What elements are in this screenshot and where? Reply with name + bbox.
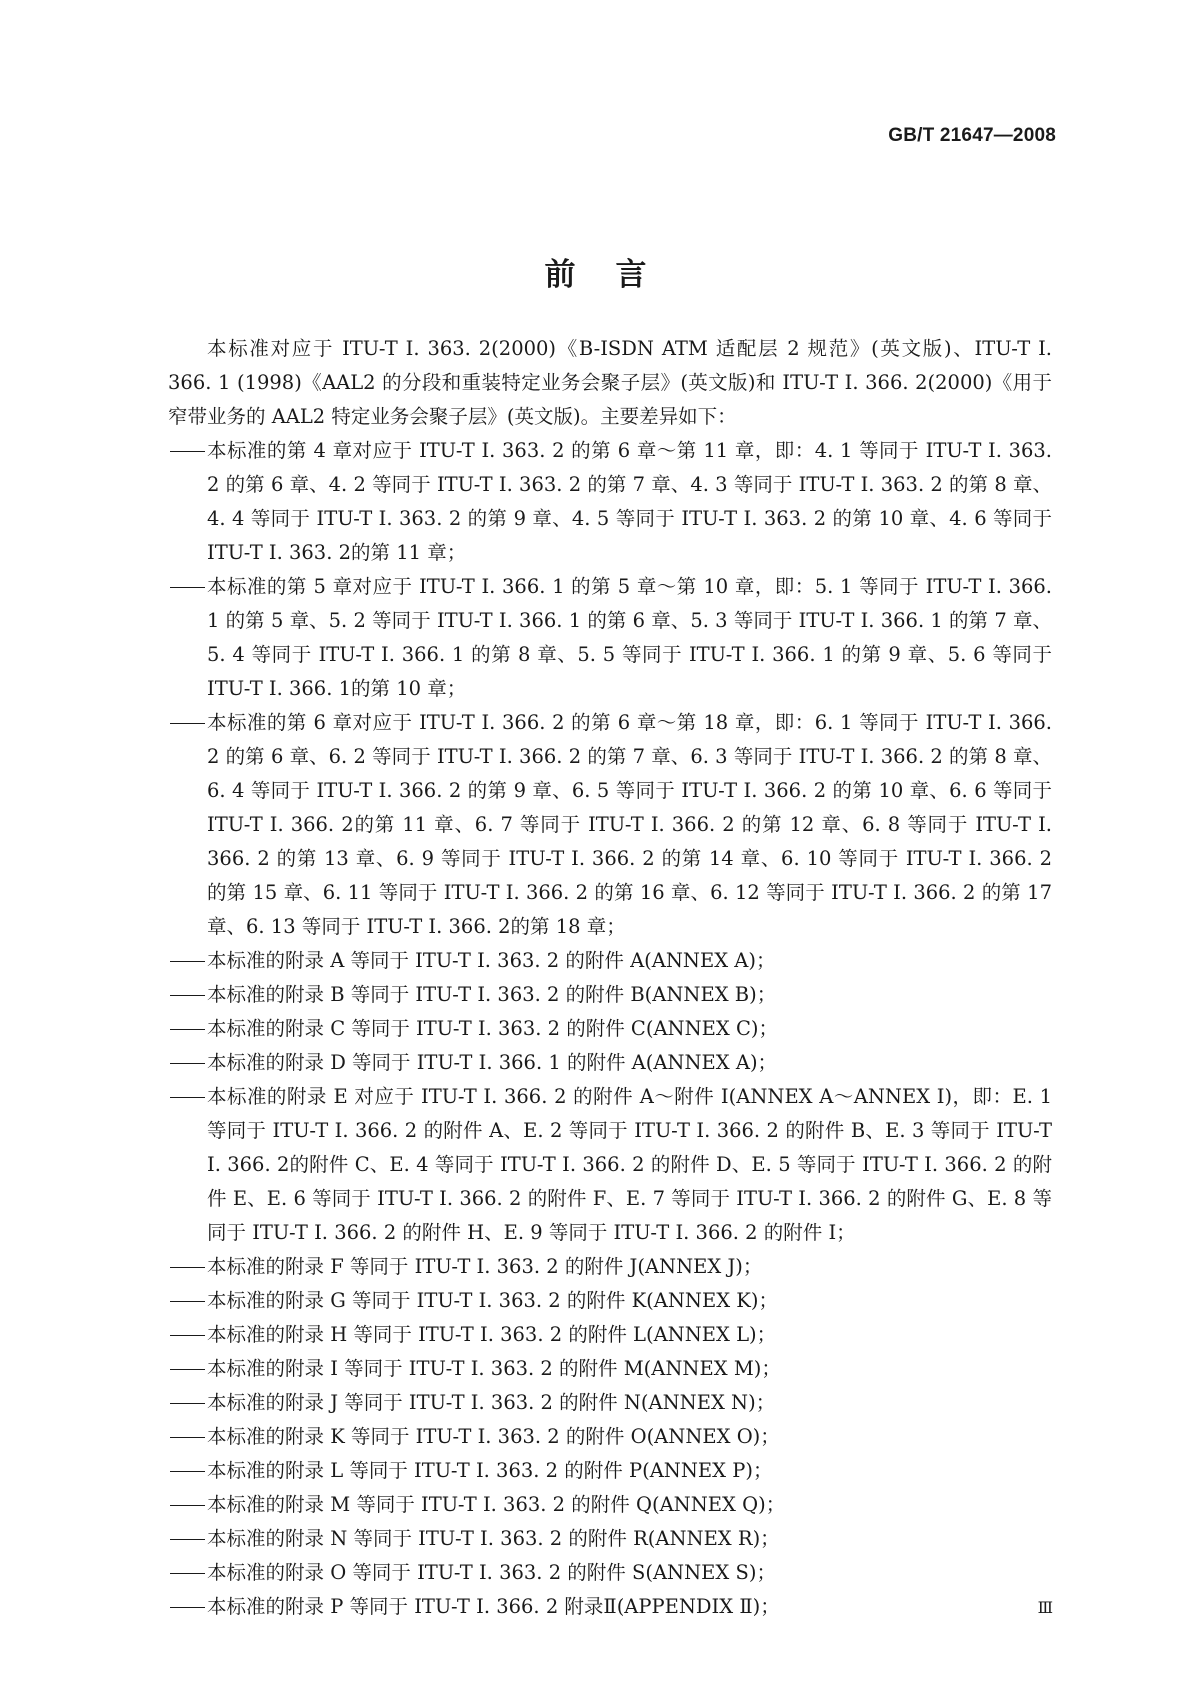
list-item-text: 本标准的第 5 章对应于 ITU-T I. 366. 1 的第 5 章～第 10 章，即：5. 1 等同于 ITU-T I. 366. 1 的第 5 章、5. 2 等同于 ITU-T I. 366. 1 的第 6 章、5. 3 等同于 ITU-T I. 366. 1 的第 7 章、5. 4 等同于 ITU-T I. 366. 1 的第 8 章、5. 5 等同于 ITU-T I. 366. 1 的第 9 章、5. 6 等同于 ITU-T I. 366. 1的第 10 章；: [207, 575, 1052, 700]
list-item: [168, 1352, 1052, 1386]
list-item: [168, 944, 1052, 978]
list-item: [168, 1454, 1052, 1488]
list-item: [168, 1488, 1052, 1522]
list-item-text: 本标准的附录 G 等同于 ITU-T I. 363. 2 的附件 K(ANNEX K)；: [207, 1289, 778, 1312]
intro-paragraph: 本标准对应于 ITU-T I. 363. 2(2000)《B-ISDN ATM 适配层 2 规范》(英文版)、ITU-T I. 366. 1 (1998)《AAL2 的分段和重装特定业务会聚子层》(英文版)和 ITU-T I. 366. 2(2000)《用于窄带业务的 AAL2 特定业务会聚子层》(英文版)。主要差异如下：: [168, 337, 1052, 428]
list-item-text: 本标准的附录 E 对应于 ITU-T I. 366. 2 的附件 A～附件 I(ANNEX A～ANNEX I)，即：E. 1 等同于 ITU-T I. 366. 2 的附件 A、E. 2 等同于 ITU-T I. 366. 2 的附件 B、E. 3 等同于 ITU-T I. 366. 2的附件 C、E. 4 等同于 ITU-T I. 366. 2 的附件 D、E. 5 等同于 ITU-T I. 366. 2 的附件 E、E. 6 等同于 ITU-T I. 366. 2 的附件 F、E. 7 等同于 ITU-T I. 366. 2 的附件 G、E. 8 等同于 ITU-T I. 366. 2 的附件 H、E. 9 等同于 ITU-T I. 366. 2 的附件 I；: [207, 1085, 1052, 1244]
list-item: [168, 1046, 1052, 1080]
list-item: [168, 1386, 1052, 1420]
list-item-text: 本标准的附录 A 等同于 ITU-T I. 363. 2 的附件 A(ANNEX A)；: [207, 949, 776, 972]
list-item: [168, 706, 1052, 944]
list-item: [168, 570, 1052, 706]
list-item: [168, 1080, 1052, 1250]
list-item: [168, 1250, 1052, 1284]
list-item: [168, 1590, 1052, 1624]
standard-code: GB/T 21647—2008: [888, 125, 1056, 146]
list-item: [168, 1012, 1052, 1046]
list-item: [168, 1284, 1052, 1318]
list-item-text: 本标准的附录 F 等同于 ITU-T I. 363. 2 的附件 J(ANNEX J)；: [207, 1255, 763, 1278]
list-item: [168, 1318, 1052, 1352]
list-item-text: 本标准的附录 K 等同于 ITU-T I. 363. 2 的附件 O(ANNEX O)；: [207, 1425, 780, 1448]
list-item-text: 本标准的附录 M 等同于 ITU-T I. 363. 2 的附件 Q(ANNEX Q)；: [207, 1493, 786, 1516]
foreword-body: [168, 332, 1052, 1624]
page-number: Ⅲ: [1037, 1598, 1053, 1617]
list-item-text: 本标准的第 6 章对应于 ITU-T I. 366. 2 的第 6 章～第 18 章，即：6. 1 等同于 ITU-T I. 366. 2 的第 6 章、6. 2 等同于 ITU-T I. 366. 2 的第 7 章、6. 3 等同于 ITU-T I. 366. 2 的第 8 章、6. 4 等同于 ITU-T I. 366. 2 的第 9 章、6. 5 等同于 ITU-T I. 366. 2 的第 10 章、6. 6 等同于 ITU-T I. 366. 2的第 11 章、6. 7 等同于 ITU-T I. 366. 2 的第 12 章、6. 8 等同于 ITU-T I. 366. 2 的第 13 章、6. 9 等同于 ITU-T I. 366. 2 的第 14 章、6. 10 等同于 ITU-T I. 366. 2 的第 15 章、6. 11 等同于 ITU-T I. 366. 2 的第 16 章、6. 12 等同于 ITU-T I. 366. 2 的第 17 章、6. 13 等同于 ITU-T I. 366. 2的第 18 章；: [207, 711, 1052, 938]
list-item: [168, 1420, 1052, 1454]
list-item-text: 本标准的附录 N 等同于 ITU-T I. 363. 2 的附件 R(ANNEX R)；: [207, 1527, 780, 1550]
list-item: [168, 978, 1052, 1012]
list-item-text: 本标准的附录 P 等同于 ITU-T I. 366. 2 附录Ⅱ(APPENDIX Ⅱ)；: [207, 1595, 780, 1618]
list-item-text: 本标准的附录 B 等同于 ITU-T I. 363. 2 的附件 B(ANNEX B)；: [207, 983, 777, 1006]
list-item: [168, 1556, 1052, 1590]
list-item-text: 本标准的附录 D 等同于 ITU-T I. 366. 1 的附件 A(ANNEX A)；: [207, 1051, 778, 1074]
list-item-text: 本标准的附录 J 等同于 ITU-T I. 363. 2 的附件 N(ANNEX N)；: [207, 1391, 776, 1414]
list-item-text: 本标准的附录 H 等同于 ITU-T I. 363. 2 的附件 L(ANNEX L)；: [207, 1323, 777, 1346]
difference-list: [168, 434, 1052, 1624]
list-item: [168, 1522, 1052, 1556]
list-item-text: 本标准的附录 I 等同于 ITU-T I. 363. 2 的附件 M(ANNEX M)；: [207, 1357, 781, 1380]
list-item: [168, 434, 1052, 570]
list-item-text: 本标准的第 4 章对应于 ITU-T I. 363. 2 的第 6 章～第 11 章，即：4. 1 等同于 ITU-T I. 363. 2 的第 6 章、4. 2 等同于 ITU-T I. 363. 2 的第 7 章、4. 3 等同于 ITU-T I. 363. 2 的第 8 章、4. 4 等同于 ITU-T I. 363. 2 的第 9 章、4. 5 等同于 ITU-T I. 363. 2 的第 10 章、4. 6 等同于 ITU-T I. 363. 2的第 11 章；: [207, 439, 1052, 564]
list-item-text: 本标准的附录 O 等同于 ITU-T I. 363. 2 的附件 S(ANNEX S)；: [207, 1561, 776, 1584]
page-title: 前言: [544, 256, 687, 293]
list-item-text: 本标准的附录 L 等同于 ITU-T I. 363. 2 的附件 P(ANNEX P)；: [207, 1459, 773, 1482]
list-item-text: 本标准的附录 C 等同于 ITU-T I. 363. 2 的附件 C(ANNEX C)；: [207, 1017, 779, 1040]
